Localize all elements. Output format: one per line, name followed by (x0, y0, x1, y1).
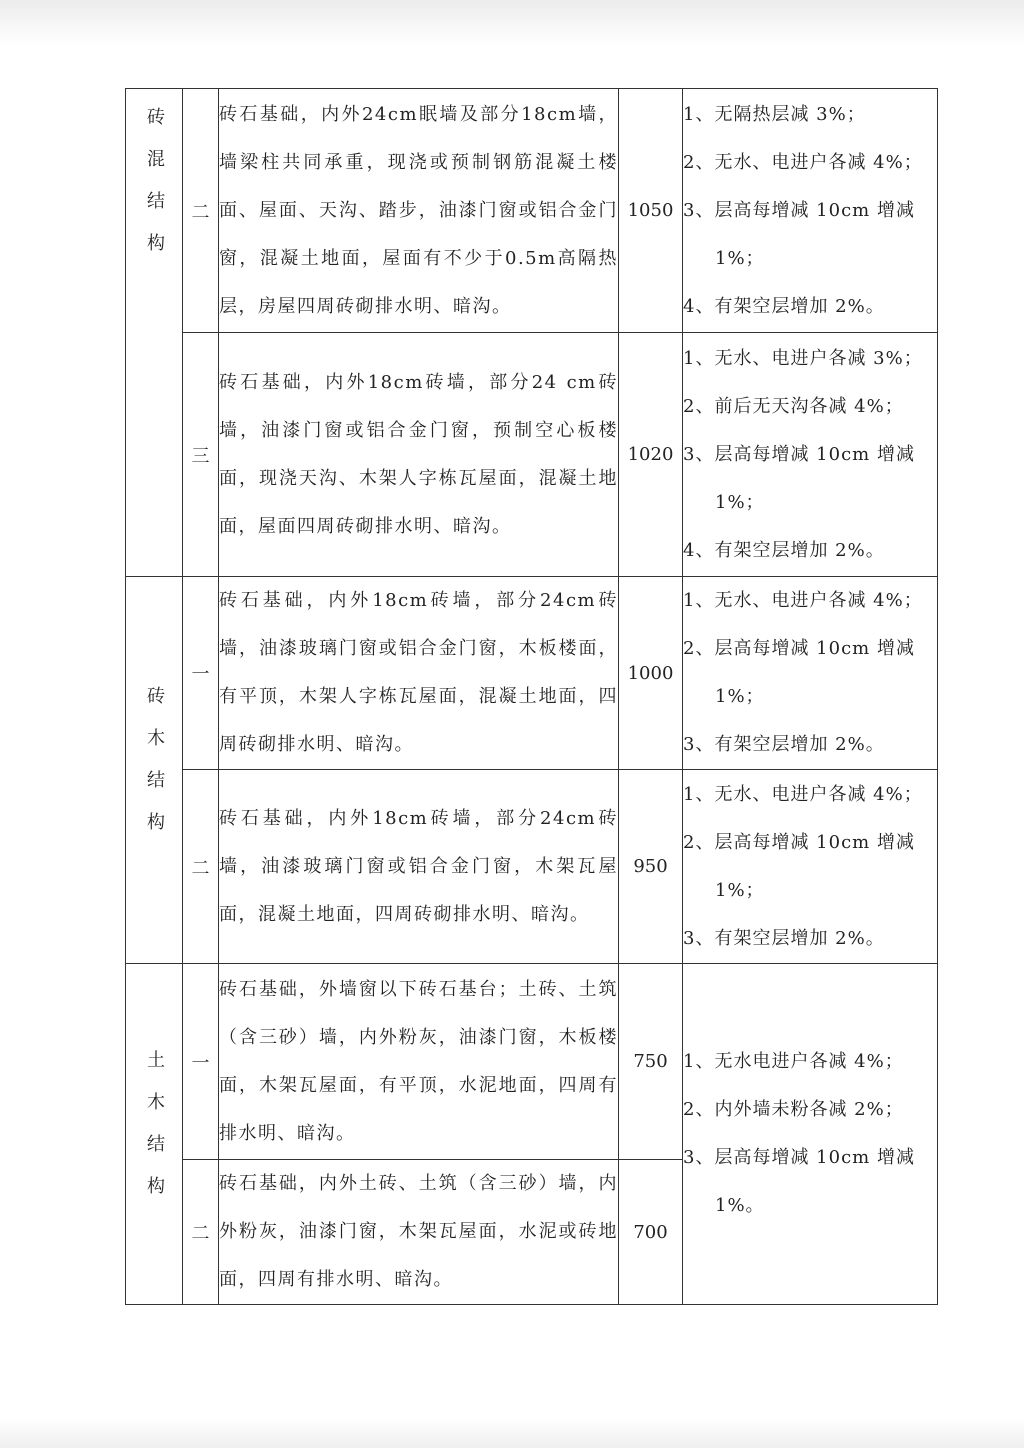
note-line: 1%； (715, 491, 765, 513)
table-row (126, 964, 938, 1160)
category-cell-brick-concrete (126, 89, 183, 577)
note-line: 1%； (715, 879, 765, 901)
notes-cell (683, 333, 938, 577)
price-cell: 1050 (619, 89, 683, 333)
note-line: 1、无水、电进户各减 4%； (683, 590, 923, 611)
note-line: 3、有架空层增加 2%。 (683, 927, 885, 949)
table-row (126, 577, 938, 770)
grade-cell: 三 (183, 333, 219, 577)
table-row (126, 333, 938, 577)
note-line: 2、层高每增减 10cm 增减 (683, 831, 915, 853)
note-line: 2、无水、电进户各减 4%； (683, 151, 923, 173)
note-line: 1%。 (715, 1195, 765, 1216)
table-row (126, 770, 938, 964)
description-cell: 砖石基础，外墙窗以下砖石基台；土砖、土筑（含三砂）墙，内外粉灰，油漆门窗，木板楼面，木架瓦屋面，有平顶，水泥地面，四周有排水明、暗沟。 (219, 964, 619, 1160)
price-cell: 750 (619, 964, 683, 1160)
category-cell-brick-wood (126, 577, 183, 964)
grade-cell: 二 (183, 89, 219, 333)
description-cell: 砖石基础，内外18cm砖墙，部分24cm砖墙，油漆玻璃门窗或铝合金门窗，木板楼面，有平顶，木架人字栋瓦屋面，混凝土地面，四周砖砌排水明、暗沟。 (219, 577, 619, 770)
note-line: 2、内外墙未粉各减 2%； (683, 1099, 904, 1120)
price-cell: 950 (619, 770, 683, 964)
note-line: 2、前后无天沟各减 4%； (683, 395, 904, 417)
note-line: 3、层高每增减 10cm 增减 (683, 199, 915, 221)
grade-cell: 二 (183, 770, 219, 964)
notes-cell (683, 770, 938, 964)
scan-shadow-bottom (0, 1418, 1024, 1448)
scan-shadow-top (0, 0, 1024, 48)
description-cell: 砖石基础，内外土砖、土筑（含三砂）墙，内外粉灰，油漆门窗，木架瓦屋面，水泥或砖地面，四周有排水明、暗沟。 (219, 1160, 619, 1305)
note-line: 2、层高每增减 10cm 增减 (683, 638, 915, 659)
category-label: 砖混结构 (144, 107, 165, 275)
note-line: 1、无隔热层减 3%； (683, 103, 866, 125)
note-line: 3、有架空层增加 2%。 (683, 734, 885, 755)
price-cell: 1020 (619, 333, 683, 577)
grade-cell: 一 (183, 577, 219, 770)
price-cell: 700 (619, 1160, 683, 1305)
grade-cell: 二 (183, 1160, 219, 1305)
description-cell: 砖石基础，内外18cm砖墙，部分24 cm砖墙，油漆门窗或铝合金门窗，预制空心板楼面，现浇天沟、木架人字栋瓦屋面，混凝土地面，屋面四周砖砌排水明、暗沟。 (219, 333, 619, 577)
shared-notes-cell (683, 964, 938, 1305)
note-line: 3、层高每增减 10cm 增减 (683, 443, 915, 465)
notes-cell (683, 89, 938, 333)
note-line: 1%； (715, 247, 765, 269)
housing-price-table (125, 88, 938, 1305)
category-label: 砖木结构 (144, 686, 165, 854)
note-line: 4、有架空层增加 2%。 (683, 295, 885, 317)
grade-cell: 一 (183, 964, 219, 1160)
note-line: 1%； (715, 686, 765, 707)
price-cell: 1000 (619, 577, 683, 770)
note-line: 4、有架空层增加 2%。 (683, 539, 885, 561)
table-row (126, 89, 938, 333)
note-line: 1、无水电进户各减 4%； (683, 1051, 904, 1072)
category-cell-earth-wood (126, 964, 183, 1305)
note-line: 3、层高每增减 10cm 增减 (683, 1147, 915, 1168)
notes-cell (683, 577, 938, 770)
description-cell: 砖石基础，内外24cm眠墙及部分18cm墙，墙梁柱共同承重，现浇或预制钢筋混凝土楼面、屋面、天沟、踏步，油漆门窗或铝合金门窗，混凝土地面，屋面有不少于0.5m高隔热层，房屋四周砖砌排水明、暗沟。 (219, 89, 619, 333)
category-label: 土木结构 (144, 1050, 165, 1218)
note-line: 1、无水、电进户各减 4%； (683, 783, 923, 805)
description-cell: 砖石基础，内外18cm砖墙，部分24cm砖墙，油漆玻璃门窗或铝合金门窗，木架瓦屋面，混凝土地面，四周砖砌排水明、暗沟。 (219, 770, 619, 964)
note-line: 1、无水、电进户各减 3%； (683, 347, 923, 369)
